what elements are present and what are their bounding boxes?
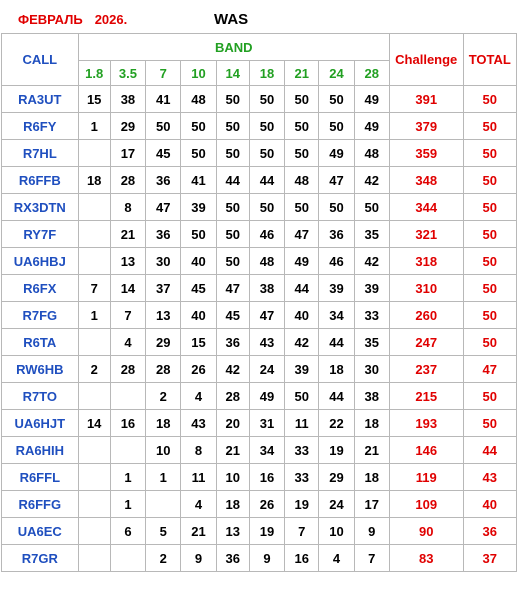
band-count-cell: 16 <box>285 545 319 572</box>
band-count-cell: 36 <box>216 545 249 572</box>
band-count-cell: 41 <box>181 167 216 194</box>
table-row <box>2 410 517 437</box>
table-row <box>2 221 517 248</box>
band-count-cell: 46 <box>249 221 284 248</box>
band-count-cell: 28 <box>110 356 145 383</box>
callsign-cell: RA6HIH <box>2 437 79 464</box>
band-count-cell: 46 <box>319 248 354 275</box>
band-count-cell: 16 <box>110 410 145 437</box>
band-count-cell: 18 <box>319 356 354 383</box>
band-count-cell: 47 <box>319 167 354 194</box>
band-count-cell: 18 <box>354 464 389 491</box>
band-count-cell: 22 <box>319 410 354 437</box>
band-count-cell: 5 <box>146 518 181 545</box>
band-header-cell: 21 <box>285 61 319 86</box>
total-cell: 50 <box>463 275 517 302</box>
band-count-cell: 50 <box>216 248 249 275</box>
band-count-cell: 21 <box>110 221 145 248</box>
band-count-cell: 49 <box>285 248 319 275</box>
challenge-cell: 321 <box>389 221 463 248</box>
challenge-cell: 83 <box>389 545 463 572</box>
month-name: ФЕВРАЛЬ <box>18 12 83 27</box>
band-count-cell: 44 <box>319 383 354 410</box>
challenge-cell: 391 <box>389 86 463 113</box>
band-count-cell: 7 <box>78 275 110 302</box>
callsign-cell: R6FFL <box>2 464 79 491</box>
table-row <box>2 194 517 221</box>
challenge-cell: 247 <box>389 329 463 356</box>
band-count-cell: 33 <box>285 464 319 491</box>
band-count-cell <box>78 329 110 356</box>
band-count-cell: 50 <box>216 221 249 248</box>
band-count-cell: 48 <box>354 140 389 167</box>
band-count-cell <box>78 383 110 410</box>
band-count-cell: 1 <box>78 113 110 140</box>
band-count-cell: 38 <box>249 275 284 302</box>
table-row <box>2 437 517 464</box>
band-count-cell: 50 <box>285 86 319 113</box>
band-header-cell: 18 <box>249 61 284 86</box>
band-count-cell: 40 <box>181 248 216 275</box>
challenge-cell: 193 <box>389 410 463 437</box>
band-count-cell: 50 <box>216 140 249 167</box>
band-count-cell: 9 <box>354 518 389 545</box>
column-header-total: TOTAL <box>463 34 517 86</box>
band-count-cell: 37 <box>146 275 181 302</box>
month-title <box>18 12 139 27</box>
total-cell: 47 <box>463 356 517 383</box>
total-cell: 37 <box>463 545 517 572</box>
band-count-cell: 30 <box>354 356 389 383</box>
band-count-cell: 39 <box>354 275 389 302</box>
total-cell: 40 <box>463 491 517 518</box>
band-count-cell: 24 <box>319 491 354 518</box>
band-count-cell: 38 <box>110 86 145 113</box>
band-header-cell: 10 <box>181 61 216 86</box>
band-count-cell <box>146 491 181 518</box>
band-count-cell: 50 <box>181 113 216 140</box>
band-count-cell: 4 <box>181 383 216 410</box>
band-count-cell: 50 <box>285 194 319 221</box>
callsign-cell: R7FG <box>2 302 79 329</box>
band-count-cell: 50 <box>146 113 181 140</box>
total-cell: 50 <box>463 302 517 329</box>
callsign-cell: UA6HBJ <box>2 248 79 275</box>
total-cell: 50 <box>463 86 517 113</box>
table-row <box>2 545 517 572</box>
table-row <box>2 167 517 194</box>
band-count-cell: 28 <box>146 356 181 383</box>
band-count-cell: 43 <box>181 410 216 437</box>
column-header-band: BAND <box>78 34 389 61</box>
challenge-cell: 237 <box>389 356 463 383</box>
band-count-cell: 29 <box>319 464 354 491</box>
band-count-cell: 50 <box>285 140 319 167</box>
band-count-cell: 7 <box>354 545 389 572</box>
band-count-cell: 4 <box>181 491 216 518</box>
band-count-cell: 18 <box>354 410 389 437</box>
band-count-cell: 1 <box>78 302 110 329</box>
band-count-cell: 29 <box>110 113 145 140</box>
band-count-cell <box>78 464 110 491</box>
callsign-cell: R6TA <box>2 329 79 356</box>
band-count-cell: 47 <box>249 302 284 329</box>
band-count-cell: 50 <box>216 113 249 140</box>
band-count-cell: 1 <box>146 464 181 491</box>
band-count-cell: 28 <box>216 383 249 410</box>
table-row <box>2 302 517 329</box>
callsign-cell: R6FFG <box>2 491 79 518</box>
band-count-cell <box>78 248 110 275</box>
total-cell: 50 <box>463 221 517 248</box>
band-count-cell <box>78 437 110 464</box>
band-count-cell: 50 <box>319 86 354 113</box>
band-count-cell: 47 <box>146 194 181 221</box>
band-count-cell: 14 <box>78 410 110 437</box>
table-row <box>2 140 517 167</box>
band-count-cell: 36 <box>216 329 249 356</box>
band-count-cell: 19 <box>285 491 319 518</box>
band-count-cell: 9 <box>249 545 284 572</box>
band-count-cell: 18 <box>146 410 181 437</box>
band-count-cell: 50 <box>249 194 284 221</box>
table-row <box>2 383 517 410</box>
callsign-cell: R6FFB <box>2 167 79 194</box>
total-cell: 50 <box>463 167 517 194</box>
band-count-cell: 2 <box>78 356 110 383</box>
challenge-cell: 215 <box>389 383 463 410</box>
band-count-cell: 47 <box>216 275 249 302</box>
band-count-cell: 50 <box>249 140 284 167</box>
challenge-cell: 146 <box>389 437 463 464</box>
band-count-cell: 10 <box>146 437 181 464</box>
band-count-cell <box>78 491 110 518</box>
band-count-cell: 50 <box>216 86 249 113</box>
callsign-cell: UA6EC <box>2 518 79 545</box>
band-count-cell: 36 <box>146 167 181 194</box>
band-count-cell: 43 <box>249 329 284 356</box>
band-count-cell: 10 <box>216 464 249 491</box>
band-count-cell: 11 <box>181 464 216 491</box>
band-count-cell: 7 <box>110 302 145 329</box>
challenge-cell: 109 <box>389 491 463 518</box>
band-count-cell: 34 <box>319 302 354 329</box>
band-count-cell: 39 <box>319 275 354 302</box>
band-count-cell <box>78 518 110 545</box>
challenge-cell: 90 <box>389 518 463 545</box>
total-cell: 50 <box>463 410 517 437</box>
band-header-cell: 1.8 <box>78 61 110 86</box>
table-row <box>2 464 517 491</box>
band-count-cell: 36 <box>319 221 354 248</box>
callsign-cell: RA3UT <box>2 86 79 113</box>
band-count-cell: 18 <box>216 491 249 518</box>
band-count-cell: 40 <box>285 302 319 329</box>
band-count-cell: 44 <box>216 167 249 194</box>
callsign-cell: R7GR <box>2 545 79 572</box>
band-count-cell: 49 <box>319 140 354 167</box>
callsign-cell: R6FX <box>2 275 79 302</box>
band-count-cell: 16 <box>249 464 284 491</box>
band-count-cell: 17 <box>110 140 145 167</box>
total-cell: 43 <box>463 464 517 491</box>
band-count-cell: 39 <box>181 194 216 221</box>
band-count-cell: 36 <box>146 221 181 248</box>
band-count-cell: 48 <box>181 86 216 113</box>
band-count-cell: 49 <box>249 383 284 410</box>
band-count-cell: 26 <box>181 356 216 383</box>
band-count-cell: 20 <box>216 410 249 437</box>
band-count-cell: 21 <box>216 437 249 464</box>
callsign-cell: R7TO <box>2 383 79 410</box>
table-body <box>2 86 517 572</box>
band-count-cell: 33 <box>285 437 319 464</box>
challenge-cell: 318 <box>389 248 463 275</box>
band-count-cell: 42 <box>354 248 389 275</box>
band-count-cell: 48 <box>249 248 284 275</box>
band-count-cell: 14 <box>110 275 145 302</box>
table-row <box>2 356 517 383</box>
band-count-cell: 33 <box>354 302 389 329</box>
band-count-cell: 44 <box>319 329 354 356</box>
band-count-cell: 10 <box>319 518 354 545</box>
band-count-cell: 50 <box>249 86 284 113</box>
callsign-cell: UA6HJT <box>2 410 79 437</box>
total-cell: 50 <box>463 113 517 140</box>
band-count-cell: 6 <box>110 518 145 545</box>
band-count-cell: 50 <box>319 194 354 221</box>
band-count-cell: 19 <box>319 437 354 464</box>
band-count-cell: 49 <box>354 86 389 113</box>
band-header-cell: 3.5 <box>110 61 145 86</box>
total-cell: 50 <box>463 140 517 167</box>
band-count-cell: 18 <box>78 167 110 194</box>
band-count-cell: 50 <box>354 194 389 221</box>
band-count-cell <box>78 221 110 248</box>
band-count-cell <box>78 545 110 572</box>
band-count-cell: 13 <box>110 248 145 275</box>
total-cell: 36 <box>463 518 517 545</box>
band-count-cell: 48 <box>285 167 319 194</box>
callsign-cell: RY7F <box>2 221 79 248</box>
band-count-cell: 28 <box>110 167 145 194</box>
band-count-cell: 50 <box>181 221 216 248</box>
column-header-challenge: Challenge <box>389 34 463 86</box>
band-count-cell: 49 <box>354 113 389 140</box>
band-count-cell: 19 <box>249 518 284 545</box>
challenge-cell: 359 <box>389 140 463 167</box>
band-count-cell: 31 <box>249 410 284 437</box>
band-count-cell: 15 <box>78 86 110 113</box>
year: 2026. <box>94 12 128 27</box>
band-count-cell: 50 <box>285 113 319 140</box>
band-count-cell: 50 <box>319 113 354 140</box>
challenge-cell: 260 <box>389 302 463 329</box>
band-count-cell: 42 <box>216 356 249 383</box>
table-row <box>2 248 517 275</box>
band-count-cell <box>110 383 145 410</box>
column-header-call: CALL <box>2 34 79 86</box>
band-count-cell: 50 <box>285 383 319 410</box>
total-cell: 50 <box>463 194 517 221</box>
band-count-cell: 21 <box>181 518 216 545</box>
total-cell: 44 <box>463 437 517 464</box>
band-count-cell: 42 <box>354 167 389 194</box>
band-count-cell: 2 <box>146 545 181 572</box>
band-count-cell: 40 <box>181 302 216 329</box>
challenge-cell: 379 <box>389 113 463 140</box>
band-count-cell: 44 <box>285 275 319 302</box>
table-row <box>2 113 517 140</box>
band-header-cell: 7 <box>146 61 181 86</box>
band-count-cell <box>78 140 110 167</box>
band-count-cell: 38 <box>354 383 389 410</box>
band-header-cell: 14 <box>216 61 249 86</box>
band-count-cell <box>110 545 145 572</box>
band-count-cell: 34 <box>249 437 284 464</box>
band-count-cell: 45 <box>216 302 249 329</box>
band-count-cell <box>110 437 145 464</box>
band-count-cell: 4 <box>319 545 354 572</box>
band-count-cell: 17 <box>354 491 389 518</box>
challenge-cell: 344 <box>389 194 463 221</box>
band-count-cell: 24 <box>249 356 284 383</box>
award-title: WAS <box>214 11 249 28</box>
band-count-cell: 26 <box>249 491 284 518</box>
band-count-cell: 13 <box>216 518 249 545</box>
band-count-cell: 35 <box>354 221 389 248</box>
band-count-cell: 15 <box>181 329 216 356</box>
results-table <box>1 33 517 572</box>
challenge-cell: 310 <box>389 275 463 302</box>
band-count-cell: 42 <box>285 329 319 356</box>
band-count-cell: 2 <box>146 383 181 410</box>
total-cell: 50 <box>463 329 517 356</box>
band-count-cell: 45 <box>146 140 181 167</box>
band-count-cell: 1 <box>110 491 145 518</box>
table-row <box>2 275 517 302</box>
band-count-cell: 50 <box>216 194 249 221</box>
band-count-cell: 8 <box>181 437 216 464</box>
callsign-cell: R6FY <box>2 113 79 140</box>
band-count-cell: 41 <box>146 86 181 113</box>
table-row <box>2 491 517 518</box>
band-count-cell: 9 <box>181 545 216 572</box>
band-count-cell: 30 <box>146 248 181 275</box>
callsign-cell: RX3DTN <box>2 194 79 221</box>
band-count-cell: 29 <box>146 329 181 356</box>
table-row <box>2 518 517 545</box>
band-count-cell: 39 <box>285 356 319 383</box>
band-count-cell: 47 <box>285 221 319 248</box>
callsign-cell: R7HL <box>2 140 79 167</box>
table-row <box>2 86 517 113</box>
band-count-cell: 1 <box>110 464 145 491</box>
total-cell: 50 <box>463 248 517 275</box>
table-row <box>2 329 517 356</box>
band-count-cell: 21 <box>354 437 389 464</box>
band-count-cell: 50 <box>181 140 216 167</box>
band-count-cell: 44 <box>249 167 284 194</box>
band-header-cell: 24 <box>319 61 354 86</box>
band-count-cell: 4 <box>110 329 145 356</box>
band-count-cell: 45 <box>181 275 216 302</box>
band-count-cell: 8 <box>110 194 145 221</box>
challenge-cell: 348 <box>389 167 463 194</box>
total-cell: 50 <box>463 383 517 410</box>
challenge-cell: 119 <box>389 464 463 491</box>
band-count-cell: 50 <box>249 113 284 140</box>
band-count-cell: 35 <box>354 329 389 356</box>
band-count-cell: 7 <box>285 518 319 545</box>
band-count-cell <box>78 194 110 221</box>
band-count-cell: 13 <box>146 302 181 329</box>
band-header-cell: 28 <box>354 61 389 86</box>
band-count-cell: 11 <box>285 410 319 437</box>
callsign-cell: RW6HB <box>2 356 79 383</box>
